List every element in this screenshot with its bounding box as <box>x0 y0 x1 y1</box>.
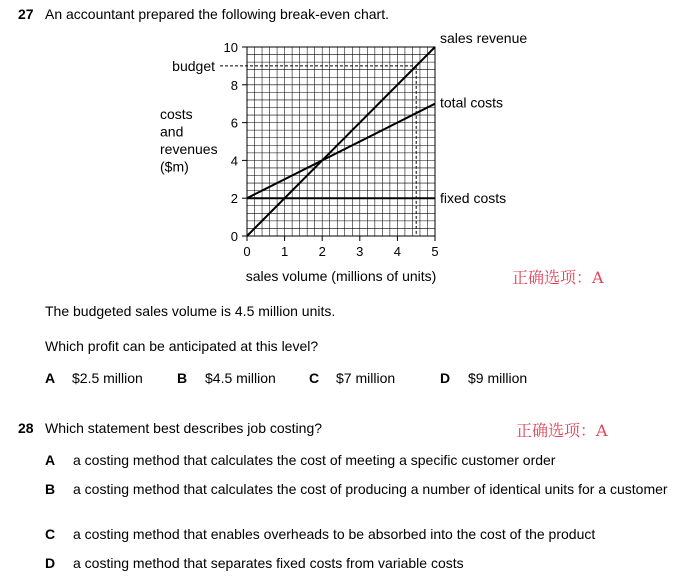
x-tick-label: 1 <box>280 244 289 259</box>
series-label-sales-revenue: sales revenue <box>440 30 528 46</box>
q28-option-d-letter: D <box>45 555 56 571</box>
chart-labels <box>160 30 527 284</box>
series-label-fixed-costs: fixed costs <box>440 190 507 207</box>
question-27-question: Which profit can be anticipated at this level? <box>45 338 319 354</box>
y-tick-label: 10 <box>223 40 238 55</box>
y-axis-label-line: ($m) <box>160 158 189 175</box>
question-28-number: 28 <box>18 420 34 436</box>
budget-label: budget <box>172 57 215 74</box>
chart-series <box>220 47 435 236</box>
y-axis-label-line: and <box>160 123 184 140</box>
q27-option-b-letter: B <box>177 370 188 386</box>
q27-option-d-letter: D <box>440 370 451 386</box>
question-27-number: 27 <box>18 6 34 22</box>
q27-option-c-letter: C <box>309 370 320 386</box>
q27-option-b-text: $4.5 million <box>205 370 276 386</box>
answer-q27: 正确选项：A <box>512 268 604 287</box>
series-label-total-costs: total costs <box>440 94 504 111</box>
question-28-stem: Which statement best describes job costing? <box>45 420 323 436</box>
q28-option-c-letter: C <box>45 526 56 542</box>
q28-option-b-letter: B <box>45 481 56 497</box>
y-axis-label-line: revenues <box>160 141 218 157</box>
x-tick-label: 0 <box>243 244 251 259</box>
question-27-stem: An accountant prepared the following break-even chart. <box>45 6 389 22</box>
x-tick-label: 3 <box>356 244 364 259</box>
y-tick-label: 4 <box>230 153 238 169</box>
y-axis-label-line: costs <box>160 106 193 122</box>
x-tick-label: 4 <box>393 244 402 259</box>
q28-option-a-letter: A <box>45 452 56 468</box>
q28-option-b-text: a costing method that calculates the cost of producing a number of identical units for a customer <box>73 481 668 497</box>
series-line-total-costs <box>247 104 435 199</box>
series-line-sales-revenue <box>247 47 435 236</box>
y-tick-label: 8 <box>230 77 238 93</box>
q28-option-d-text: a costing method that separates fixed costs from variable costs <box>73 555 464 571</box>
x-tick-label: 5 <box>431 244 439 259</box>
q27-option-a-text: $2.5 million <box>72 370 143 386</box>
q28-option-a-text: a costing method that calculates the cost of meeting a specific customer order <box>73 452 556 468</box>
q27-option-d-text: $9 million <box>468 370 528 386</box>
q27-option-c-text: $7 million <box>336 370 396 386</box>
y-tick-label: 6 <box>230 115 238 131</box>
q27-option-a-letter: A <box>45 370 56 386</box>
y-tick-label: 0 <box>230 229 238 244</box>
x-axis-label: sales volume (millions of units) <box>245 268 437 284</box>
q28-option-c-text: a costing method that enables overheads to be absorbed into the cost of the product <box>73 526 596 542</box>
question-27-info: The budgeted sales volume is 4.5 million units. <box>45 303 336 319</box>
y-tick-label: 2 <box>230 191 238 207</box>
answer-q28: 正确选项：A <box>516 421 608 440</box>
x-tick-label: 2 <box>318 244 326 259</box>
